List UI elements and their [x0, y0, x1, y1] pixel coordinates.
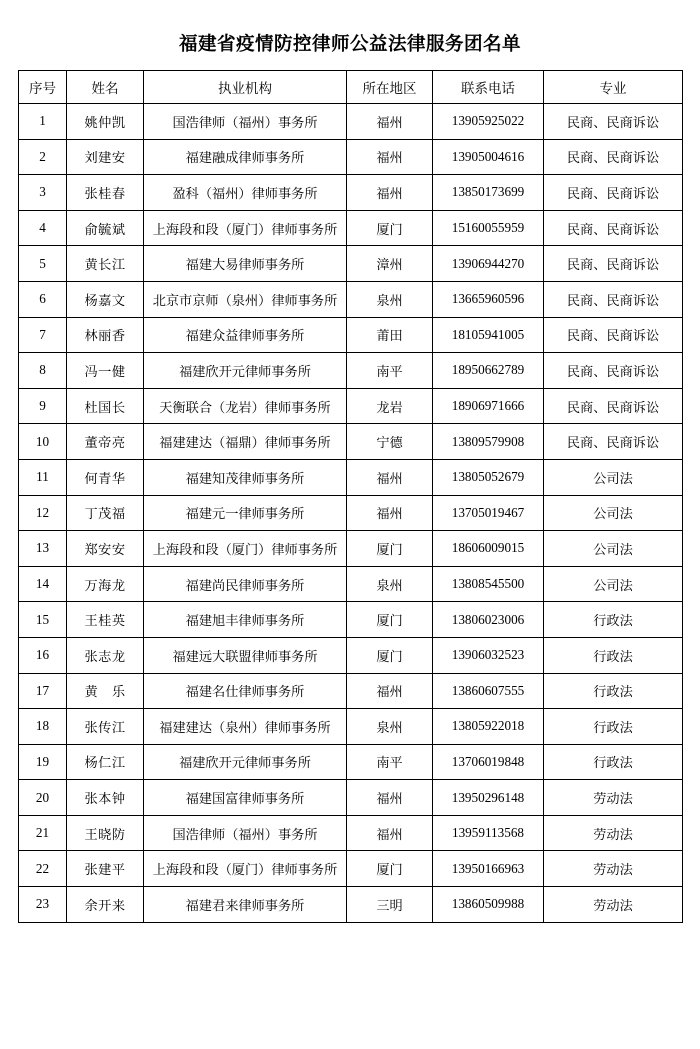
cell-region: 厦门 [347, 637, 433, 673]
table-row [19, 210, 683, 246]
cell-firm: 福建君来律师事务所 [144, 887, 347, 923]
cell-specialty: 民商、民商诉讼 [544, 104, 683, 140]
cell-phone: 18105941005 [433, 317, 544, 353]
cell-name: 俞毓斌 [67, 210, 144, 246]
cell-index: 6 [19, 281, 67, 317]
cell-name: 张志龙 [67, 637, 144, 673]
column-header-specialty: 专业 [544, 71, 683, 104]
table-row [19, 637, 683, 673]
table-row [19, 104, 683, 140]
cell-index: 2 [19, 139, 67, 175]
cell-region: 福州 [347, 459, 433, 495]
cell-firm: 北京市京师（泉州）律师事务所 [144, 281, 347, 317]
cell-index: 17 [19, 673, 67, 709]
cell-specialty: 公司法 [544, 459, 683, 495]
cell-specialty: 民商、民商诉讼 [544, 210, 683, 246]
cell-specialty: 民商、民商诉讼 [544, 317, 683, 353]
cell-name: 张本钟 [67, 780, 144, 816]
cell-firm: 福建建达（泉州）律师事务所 [144, 709, 347, 745]
cell-name: 林丽香 [67, 317, 144, 353]
cell-index: 13 [19, 531, 67, 567]
cell-phone: 13805052679 [433, 459, 544, 495]
cell-index: 16 [19, 637, 67, 673]
cell-index: 21 [19, 815, 67, 851]
cell-firm: 国浩律师（福州）事务所 [144, 815, 347, 851]
cell-firm: 上海段和段（厦门）律师事务所 [144, 531, 347, 567]
cell-name: 丁茂福 [67, 495, 144, 531]
cell-index: 14 [19, 566, 67, 602]
cell-name: 张建平 [67, 851, 144, 887]
cell-specialty: 公司法 [544, 531, 683, 567]
cell-name: 王晓防 [67, 815, 144, 851]
cell-name: 姚仲凯 [67, 104, 144, 140]
column-header-phone: 联系电话 [433, 71, 544, 104]
cell-firm: 天衡联合（龙岩）律师事务所 [144, 388, 347, 424]
column-header-index: 序号 [19, 71, 67, 104]
cell-index: 8 [19, 353, 67, 389]
cell-firm: 福建尚民律师事务所 [144, 566, 347, 602]
cell-specialty: 行政法 [544, 709, 683, 745]
cell-phone: 13950296148 [433, 780, 544, 816]
cell-region: 福州 [347, 139, 433, 175]
cell-index: 1 [19, 104, 67, 140]
cell-firm: 福建元一律师事务所 [144, 495, 347, 531]
cell-firm: 福建国富律师事务所 [144, 780, 347, 816]
cell-region: 厦门 [347, 851, 433, 887]
table-header-row [19, 71, 683, 104]
cell-region: 泉州 [347, 281, 433, 317]
lawyer-roster-table [18, 70, 683, 923]
cell-name: 黄 乐 [67, 673, 144, 709]
cell-region: 三明 [347, 887, 433, 923]
cell-name: 杜国长 [67, 388, 144, 424]
column-header-name: 姓名 [67, 71, 144, 104]
cell-specialty: 行政法 [544, 673, 683, 709]
cell-region: 福州 [347, 495, 433, 531]
table-row [19, 139, 683, 175]
cell-name: 冯一健 [67, 353, 144, 389]
column-header-firm: 执业机构 [144, 71, 347, 104]
cell-index: 23 [19, 887, 67, 923]
cell-phone: 13860509988 [433, 887, 544, 923]
cell-phone: 13850173699 [433, 175, 544, 211]
cell-name: 杨嘉文 [67, 281, 144, 317]
cell-phone: 13809579908 [433, 424, 544, 460]
cell-phone: 13665960596 [433, 281, 544, 317]
cell-phone: 13905004616 [433, 139, 544, 175]
cell-index: 9 [19, 388, 67, 424]
table-body [19, 104, 683, 923]
table-row [19, 353, 683, 389]
cell-region: 福州 [347, 815, 433, 851]
cell-phone: 18606009015 [433, 531, 544, 567]
cell-phone: 13806023006 [433, 602, 544, 638]
cell-firm: 上海段和段（厦门）律师事务所 [144, 210, 347, 246]
cell-specialty: 公司法 [544, 566, 683, 602]
table-row [19, 744, 683, 780]
cell-firm: 福建众益律师事务所 [144, 317, 347, 353]
cell-region: 南平 [347, 744, 433, 780]
table-row [19, 566, 683, 602]
table-row [19, 887, 683, 923]
cell-specialty: 民商、民商诉讼 [544, 353, 683, 389]
cell-specialty: 劳动法 [544, 851, 683, 887]
cell-name: 郑安安 [67, 531, 144, 567]
cell-region: 福州 [347, 780, 433, 816]
cell-region: 福州 [347, 104, 433, 140]
table-row [19, 673, 683, 709]
cell-region: 漳州 [347, 246, 433, 282]
cell-specialty: 民商、民商诉讼 [544, 281, 683, 317]
cell-region: 泉州 [347, 566, 433, 602]
table-row [19, 317, 683, 353]
table-row [19, 602, 683, 638]
cell-firm: 福建知茂律师事务所 [144, 459, 347, 495]
cell-index: 7 [19, 317, 67, 353]
cell-name: 余开来 [67, 887, 144, 923]
cell-index: 4 [19, 210, 67, 246]
table-row [19, 424, 683, 460]
cell-phone: 18950662789 [433, 353, 544, 389]
table-row [19, 851, 683, 887]
cell-specialty: 公司法 [544, 495, 683, 531]
cell-name: 张传江 [67, 709, 144, 745]
cell-phone: 13860607555 [433, 673, 544, 709]
cell-firm: 国浩律师（福州）事务所 [144, 104, 347, 140]
table-row [19, 531, 683, 567]
table-row [19, 175, 683, 211]
cell-firm: 福建名仕律师事务所 [144, 673, 347, 709]
table-row [19, 495, 683, 531]
cell-phone: 13959113568 [433, 815, 544, 851]
table-row [19, 281, 683, 317]
column-header-region: 所在地区 [347, 71, 433, 104]
cell-name: 张桂春 [67, 175, 144, 211]
cell-index: 19 [19, 744, 67, 780]
cell-name: 杨仁江 [67, 744, 144, 780]
cell-index: 22 [19, 851, 67, 887]
cell-phone: 13706019848 [433, 744, 544, 780]
cell-index: 3 [19, 175, 67, 211]
cell-specialty: 行政法 [544, 744, 683, 780]
cell-phone: 13808545500 [433, 566, 544, 602]
cell-name: 董帝亮 [67, 424, 144, 460]
table-row [19, 709, 683, 745]
cell-specialty: 行政法 [544, 602, 683, 638]
cell-firm: 福建大易律师事务所 [144, 246, 347, 282]
cell-specialty: 劳动法 [544, 815, 683, 851]
cell-name: 万海龙 [67, 566, 144, 602]
page-title: 福建省疫情防控律师公益法律服务团名单 [178, 35, 521, 55]
cell-phone: 13805922018 [433, 709, 544, 745]
table-row [19, 815, 683, 851]
cell-firm: 福建旭丰律师事务所 [144, 602, 347, 638]
cell-specialty: 行政法 [544, 637, 683, 673]
cell-phone: 13950166963 [433, 851, 544, 887]
cell-region: 泉州 [347, 709, 433, 745]
cell-firm: 福建建达（福鼎）律师事务所 [144, 424, 347, 460]
cell-specialty: 劳动法 [544, 780, 683, 816]
cell-firm: 盈科（福州）律师事务所 [144, 175, 347, 211]
cell-region: 福州 [347, 673, 433, 709]
cell-region: 宁德 [347, 424, 433, 460]
cell-region: 厦门 [347, 602, 433, 638]
table-row [19, 459, 683, 495]
cell-index: 20 [19, 780, 67, 816]
cell-index: 10 [19, 424, 67, 460]
cell-name: 王桂英 [67, 602, 144, 638]
cell-index: 12 [19, 495, 67, 531]
cell-name: 刘建安 [67, 139, 144, 175]
cell-specialty: 民商、民商诉讼 [544, 175, 683, 211]
cell-region: 厦门 [347, 210, 433, 246]
cell-phone: 15160055959 [433, 210, 544, 246]
cell-phone: 13905925022 [433, 104, 544, 140]
cell-region: 福州 [347, 175, 433, 211]
cell-region: 厦门 [347, 531, 433, 567]
cell-specialty: 民商、民商诉讼 [544, 388, 683, 424]
cell-index: 18 [19, 709, 67, 745]
cell-specialty: 民商、民商诉讼 [544, 139, 683, 175]
cell-name: 黄长江 [67, 246, 144, 282]
table-row [19, 388, 683, 424]
cell-specialty: 民商、民商诉讼 [544, 246, 683, 282]
cell-index: 5 [19, 246, 67, 282]
cell-firm: 福建融成律师事务所 [144, 139, 347, 175]
cell-firm: 福建欣开元律师事务所 [144, 353, 347, 389]
cell-region: 龙岩 [347, 388, 433, 424]
table-row [19, 246, 683, 282]
cell-firm: 福建远大联盟律师事务所 [144, 637, 347, 673]
table-row [19, 780, 683, 816]
cell-region: 莆田 [347, 317, 433, 353]
cell-phone: 13906032523 [433, 637, 544, 673]
cell-specialty: 劳动法 [544, 887, 683, 923]
cell-specialty: 民商、民商诉讼 [544, 424, 683, 460]
cell-phone: 13705019467 [433, 495, 544, 531]
cell-name: 何青华 [67, 459, 144, 495]
cell-index: 11 [19, 459, 67, 495]
cell-index: 15 [19, 602, 67, 638]
cell-phone: 18906971666 [433, 388, 544, 424]
cell-firm: 福建欣开元律师事务所 [144, 744, 347, 780]
cell-phone: 13906944270 [433, 246, 544, 282]
cell-firm: 上海段和段（厦门）律师事务所 [144, 851, 347, 887]
cell-region: 南平 [347, 353, 433, 389]
